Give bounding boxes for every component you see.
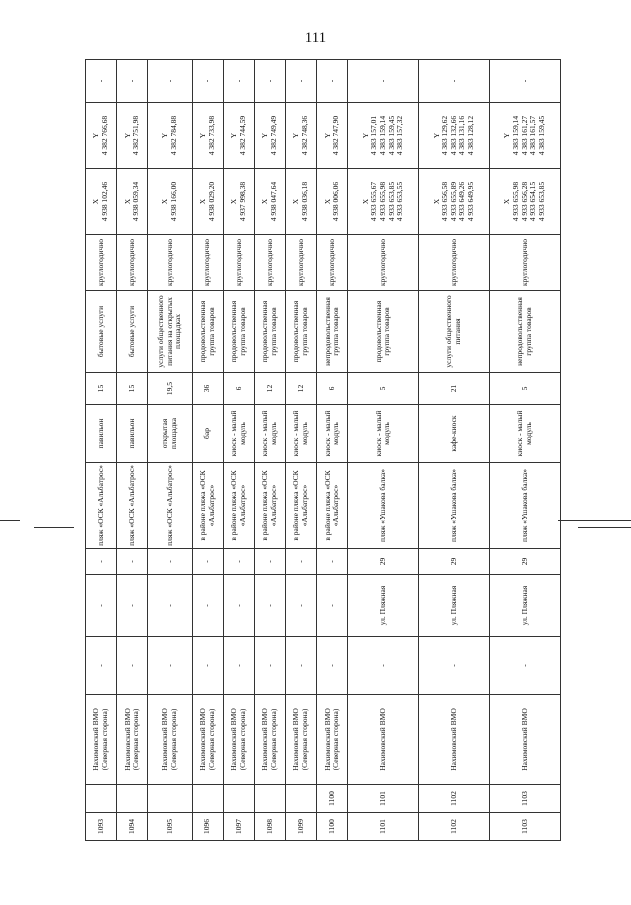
cell-row-number: 1098 bbox=[254, 813, 285, 841]
cell-period: круглогодично bbox=[117, 235, 148, 291]
cell-coordinate-x bbox=[192, 169, 223, 235]
table-row bbox=[348, 60, 419, 841]
coordinate-value: X bbox=[360, 198, 370, 205]
cell-district: Нахимовский ВМО bbox=[348, 695, 419, 785]
cell-object-type: павильон bbox=[117, 405, 148, 463]
coordinate-value: 4 383 157,32 bbox=[395, 115, 405, 156]
cell-location: в районе пляжа «ОСК «Альбатрос» bbox=[286, 463, 317, 549]
cell-address-detail: - bbox=[254, 637, 285, 695]
cell-house-number: - bbox=[117, 549, 148, 575]
cell-object-type: киоск - малый модуль bbox=[317, 405, 348, 463]
coordinate-value: Y bbox=[360, 132, 370, 139]
cell-coordinate-x bbox=[419, 169, 490, 235]
cell-street: ул. Пляжная bbox=[419, 575, 490, 637]
cell-object-type: киоск - малый модуль bbox=[254, 405, 285, 463]
cell-house-number: - bbox=[286, 549, 317, 575]
cell-district: Нахимовский ВМО (Северная сторона) bbox=[117, 695, 148, 785]
cell-note: - bbox=[86, 60, 117, 103]
cell-area: 6 bbox=[223, 373, 254, 405]
table-row bbox=[117, 60, 148, 841]
cell-note: - bbox=[317, 60, 348, 103]
cell-specialization: продовольственная группа товаров bbox=[254, 291, 285, 373]
coordinate-value: 4 382 748,36 bbox=[300, 115, 310, 156]
cell-house-number: - bbox=[254, 549, 285, 575]
cell-row-id bbox=[86, 785, 117, 813]
coordinate-value: X bbox=[260, 198, 270, 205]
coordinate-value: 4 933 655,67 bbox=[369, 181, 379, 222]
coordinate-value: 4 383 157,01 bbox=[369, 115, 379, 156]
placement-table bbox=[85, 59, 561, 841]
cut-mark bbox=[34, 527, 74, 528]
cell-address-detail: - bbox=[419, 637, 490, 695]
coordinate-value: 4 382 744,59 bbox=[237, 115, 247, 156]
coordinate-value: 4 933 656,58 bbox=[440, 181, 450, 222]
coordinate-value: 4 382 784,88 bbox=[168, 115, 178, 156]
cell-row-number: 1102 bbox=[419, 813, 490, 841]
cell-object-type: киоск - малый модуль bbox=[286, 405, 317, 463]
cell-district: Нахимовский ВМО (Северная сторона) bbox=[286, 695, 317, 785]
cell-row-number: 1097 bbox=[223, 813, 254, 841]
cell-address-detail: - bbox=[192, 637, 223, 695]
cell-street: - bbox=[192, 575, 223, 637]
cell-house-number: - bbox=[223, 549, 254, 575]
cell-specialization: непродовольственная группа товаров bbox=[317, 291, 348, 373]
cell-row-number: 1100 bbox=[317, 813, 348, 841]
coordinate-value: 4 933 655,98 bbox=[511, 181, 521, 222]
cell-coordinate-y bbox=[148, 103, 192, 169]
coordinate-value: 4 933 654,15 bbox=[528, 181, 538, 222]
cell-location: в районе пляжа «ОСК «Альбатрос» bbox=[192, 463, 223, 549]
cell-street: - bbox=[317, 575, 348, 637]
coordinate-value: Y bbox=[160, 132, 170, 139]
cell-row-number: 1099 bbox=[286, 813, 317, 841]
cell-coordinate-x bbox=[348, 169, 419, 235]
cell-address-detail: - bbox=[86, 637, 117, 695]
cell-coordinate-y bbox=[192, 103, 223, 169]
cell-specialization: услуги общественного питания на открытых площадках bbox=[148, 291, 192, 373]
cell-coordinate-y bbox=[117, 103, 148, 169]
coordinate-value: 4 383 161,57 bbox=[528, 115, 538, 156]
cell-house-number: 29 bbox=[348, 549, 419, 575]
cell-street: - bbox=[254, 575, 285, 637]
cell-address-detail: - bbox=[117, 637, 148, 695]
cell-period: круглогодично bbox=[286, 235, 317, 291]
cell-row-id: 1100 bbox=[317, 785, 348, 813]
cell-object-type: открытая площадка bbox=[148, 405, 192, 463]
coordinate-value: 4 382 733,98 bbox=[206, 115, 216, 156]
coordinate-value: X bbox=[502, 198, 512, 205]
cell-district: Нахимовский ВМО (Северная сторона) bbox=[86, 695, 117, 785]
cell-coordinate-x bbox=[148, 169, 192, 235]
coordinate-value: 4 938 006,06 bbox=[331, 181, 341, 222]
coordinate-value: 4 383 129,62 bbox=[440, 115, 450, 156]
coordinate-value: 4 382 747,90 bbox=[331, 115, 341, 156]
cell-period: круглогодично bbox=[223, 235, 254, 291]
cell-street: ул. Пляжная bbox=[490, 575, 561, 637]
coordinate-value: 4 933 653,55 bbox=[395, 181, 405, 222]
cut-mark bbox=[558, 520, 631, 521]
coordinate-value: 4 383 159,14 bbox=[377, 115, 387, 156]
cell-row-id bbox=[223, 785, 254, 813]
coordinate-value: 4 383 128,12 bbox=[466, 115, 476, 156]
cell-object-type: киоск - малый модуль bbox=[490, 405, 561, 463]
coordinate-value: 4 933 649,26 bbox=[457, 181, 467, 222]
cell-coordinate-x bbox=[254, 169, 285, 235]
cell-address-detail: - bbox=[223, 637, 254, 695]
cell-note: - bbox=[117, 60, 148, 103]
cell-row-id bbox=[148, 785, 192, 813]
coordinate-value: X bbox=[122, 198, 132, 205]
coordinate-value: 4 382 749,49 bbox=[268, 115, 278, 156]
cell-house-number: - bbox=[148, 549, 192, 575]
coordinate-value: 4 938 102,46 bbox=[100, 181, 110, 222]
cell-specialization: продовольственная группа товаров bbox=[286, 291, 317, 373]
cell-district: Нахимовский ВМО bbox=[419, 695, 490, 785]
cell-coordinate-y bbox=[223, 103, 254, 169]
cell-district: Нахимовский ВМО (Северная сторона) bbox=[223, 695, 254, 785]
cell-address-detail: - bbox=[317, 637, 348, 695]
coordinate-value: 4 383 161,27 bbox=[519, 115, 529, 156]
cell-location: пляж «Ушакова балка» bbox=[490, 463, 561, 549]
cell-district: Нахимовский ВМО (Северная сторона) bbox=[317, 695, 348, 785]
cell-coordinate-x bbox=[490, 169, 561, 235]
rotated-table-wrapper bbox=[85, 60, 561, 841]
table-row bbox=[286, 60, 317, 841]
coordinate-value: 4 938 047,64 bbox=[268, 181, 278, 222]
cut-mark bbox=[0, 520, 20, 521]
cell-street: - bbox=[286, 575, 317, 637]
table-row bbox=[419, 60, 490, 841]
coordinate-value: Y bbox=[431, 132, 441, 139]
coordinate-value: X bbox=[91, 198, 101, 205]
cell-specialization: продовольственная группа товаров bbox=[348, 291, 419, 373]
table-row bbox=[223, 60, 254, 841]
cell-specialization: продовольственная группа товаров bbox=[192, 291, 223, 373]
cell-row-number: 1103 bbox=[490, 813, 561, 841]
cell-street: - bbox=[86, 575, 117, 637]
coordinate-value: X bbox=[198, 198, 208, 205]
cell-location: пляж «Ушакова балка» bbox=[348, 463, 419, 549]
coordinate-value: X bbox=[291, 198, 301, 205]
coordinate-value: X bbox=[160, 198, 170, 205]
page-number: 111 bbox=[304, 30, 327, 46]
coordinate-value: 4 933 656,28 bbox=[519, 181, 529, 222]
cell-area: 15 bbox=[86, 373, 117, 405]
coordinate-value: 4 382 766,68 bbox=[100, 115, 110, 156]
cell-area: 12 bbox=[254, 373, 285, 405]
coordinate-value: Y bbox=[502, 132, 512, 139]
cell-street: - bbox=[117, 575, 148, 637]
cell-specialization: услуги общественного питания bbox=[419, 291, 490, 373]
cell-period: круглогодично bbox=[490, 235, 561, 291]
cell-area: 36 bbox=[192, 373, 223, 405]
cell-district: Нахимовский ВМО (Северная сторона) bbox=[148, 695, 192, 785]
cell-street: ул. Пляжная bbox=[348, 575, 419, 637]
cell-coordinate-y bbox=[317, 103, 348, 169]
cell-object-type: павильон bbox=[86, 405, 117, 463]
cell-house-number: - bbox=[192, 549, 223, 575]
coordinate-value: 4 383 159,45 bbox=[386, 115, 396, 156]
cell-note: - bbox=[223, 60, 254, 103]
coordinate-value: 4 938 059,34 bbox=[131, 181, 141, 222]
cell-coordinate-y bbox=[348, 103, 419, 169]
coordinate-value: Y bbox=[322, 132, 332, 139]
cell-coordinate-y bbox=[286, 103, 317, 169]
cell-note: - bbox=[286, 60, 317, 103]
cell-location: пляж «ОСК «Альбатрос» bbox=[117, 463, 148, 549]
table-row bbox=[490, 60, 561, 841]
cell-object-type: киоск - малый модуль bbox=[223, 405, 254, 463]
cell-area: 15 bbox=[117, 373, 148, 405]
cell-period: круглогодично bbox=[86, 235, 117, 291]
cell-period: круглогодично bbox=[192, 235, 223, 291]
cell-coordinate-y bbox=[419, 103, 490, 169]
cell-coordinate-y bbox=[86, 103, 117, 169]
cell-row-id bbox=[286, 785, 317, 813]
coordinate-value: Y bbox=[291, 132, 301, 139]
cell-row-id bbox=[254, 785, 285, 813]
cell-coordinate-y bbox=[254, 103, 285, 169]
cell-area: 6 bbox=[317, 373, 348, 405]
coordinate-value: Y bbox=[198, 132, 208, 139]
cell-address-detail: - bbox=[490, 637, 561, 695]
coordinate-value: 4 383 131,16 bbox=[457, 115, 467, 156]
coordinate-value: X bbox=[431, 198, 441, 205]
table-row bbox=[254, 60, 285, 841]
cell-coordinate-y bbox=[490, 103, 561, 169]
cell-period: круглогодично bbox=[419, 235, 490, 291]
cell-house-number: - bbox=[86, 549, 117, 575]
coordinate-value: 4 383 159,14 bbox=[511, 115, 521, 156]
cell-coordinate-x bbox=[117, 169, 148, 235]
cell-row-number: 1093 bbox=[86, 813, 117, 841]
cell-location: в районе пляжа «ОСК «Альбатрос» bbox=[223, 463, 254, 549]
cell-area: 5 bbox=[348, 373, 419, 405]
cell-area: 21 bbox=[419, 373, 490, 405]
cell-location: в районе пляжа «ОСК «Альбатрос» bbox=[254, 463, 285, 549]
cell-district: Нахимовский ВМО bbox=[490, 695, 561, 785]
cell-district: Нахимовский ВМО (Северная сторона) bbox=[192, 695, 223, 785]
cell-period: круглогодично bbox=[148, 235, 192, 291]
coordinate-value: 4 933 653,85 bbox=[536, 181, 546, 222]
coordinate-value: Y bbox=[91, 132, 101, 139]
coordinate-value: 4 933 655,89 bbox=[448, 181, 458, 222]
cell-location: пляж «ОСК «Альбатрос» bbox=[86, 463, 117, 549]
cell-row-id: 1101 bbox=[348, 785, 419, 813]
cell-row-id bbox=[192, 785, 223, 813]
coordinate-value: X bbox=[322, 198, 332, 205]
cell-location: пляж «ОСК «Альбатрос» bbox=[148, 463, 192, 549]
cell-object-type: киоск - малый модуль bbox=[348, 405, 419, 463]
cell-period: круглогодично bbox=[348, 235, 419, 291]
cell-street: - bbox=[223, 575, 254, 637]
coordinate-value: Y bbox=[122, 132, 132, 139]
cell-coordinate-x bbox=[286, 169, 317, 235]
coordinate-value: X bbox=[229, 198, 239, 205]
coordinate-value: 4 382 751,98 bbox=[131, 115, 141, 156]
cell-coordinate-x bbox=[86, 169, 117, 235]
cell-row-id: 1102 bbox=[419, 785, 490, 813]
cell-house-number: 29 bbox=[490, 549, 561, 575]
cell-period: круглогодично bbox=[254, 235, 285, 291]
cell-row-number: 1096 bbox=[192, 813, 223, 841]
cell-location: в районе пляжа «ОСК «Альбатрос» bbox=[317, 463, 348, 549]
cell-area: 5 bbox=[490, 373, 561, 405]
cell-area: 19,5 bbox=[148, 373, 192, 405]
table-row bbox=[86, 60, 117, 841]
cell-coordinate-x bbox=[317, 169, 348, 235]
coordinate-value: 4 938 166,00 bbox=[168, 181, 178, 222]
cell-specialization: продовольственная группа товаров bbox=[223, 291, 254, 373]
cell-row-number: 1095 bbox=[148, 813, 192, 841]
cell-coordinate-x bbox=[223, 169, 254, 235]
cell-note: - bbox=[254, 60, 285, 103]
cell-object-type: кафе-киоск bbox=[419, 405, 490, 463]
cell-street: - bbox=[148, 575, 192, 637]
cell-note: - bbox=[148, 60, 192, 103]
cell-location: пляж «Ушакова балка» bbox=[419, 463, 490, 549]
cell-note: - bbox=[192, 60, 223, 103]
coordinate-value: 4 933 655,98 bbox=[377, 181, 387, 222]
cell-address-detail: - bbox=[148, 637, 192, 695]
coordinate-value: 4 933 649,95 bbox=[466, 181, 476, 222]
table-body bbox=[86, 60, 561, 841]
cell-area: 12 bbox=[286, 373, 317, 405]
coordinate-value: 4 933 653,85 bbox=[386, 181, 396, 222]
table-row bbox=[192, 60, 223, 841]
table-row bbox=[148, 60, 192, 841]
coordinate-value: 4 937 998,38 bbox=[237, 181, 247, 222]
cell-row-number: 1101 bbox=[348, 813, 419, 841]
coordinate-value: 4 383 159,45 bbox=[536, 115, 546, 156]
coordinate-value: Y bbox=[229, 132, 239, 139]
cell-specialization: бытовые услуги bbox=[86, 291, 117, 373]
coordinate-value: Y bbox=[260, 132, 270, 139]
cell-house-number: 29 bbox=[419, 549, 490, 575]
cell-note: - bbox=[490, 60, 561, 103]
cell-address-detail: - bbox=[286, 637, 317, 695]
coordinate-value: 4 938 036,18 bbox=[300, 181, 310, 222]
cell-district: Нахимовский ВМО (Северная сторона) bbox=[254, 695, 285, 785]
cell-period: круглогодично bbox=[317, 235, 348, 291]
cell-row-id bbox=[117, 785, 148, 813]
coordinate-value: 4 938 029,20 bbox=[206, 181, 216, 222]
table-row bbox=[317, 60, 348, 841]
cell-row-number: 1094 bbox=[117, 813, 148, 841]
cut-mark bbox=[578, 527, 631, 528]
cell-note: - bbox=[348, 60, 419, 103]
coordinate-value: 4 383 132,66 bbox=[448, 115, 458, 156]
cell-specialization: бытовые услуги bbox=[117, 291, 148, 373]
cell-address-detail: - bbox=[348, 637, 419, 695]
cell-note: - bbox=[419, 60, 490, 103]
cell-object-type: бар bbox=[192, 405, 223, 463]
cell-house-number: - bbox=[317, 549, 348, 575]
cell-specialization: непродовольственная группа товаров bbox=[490, 291, 561, 373]
cell-row-id: 1103 bbox=[490, 785, 561, 813]
